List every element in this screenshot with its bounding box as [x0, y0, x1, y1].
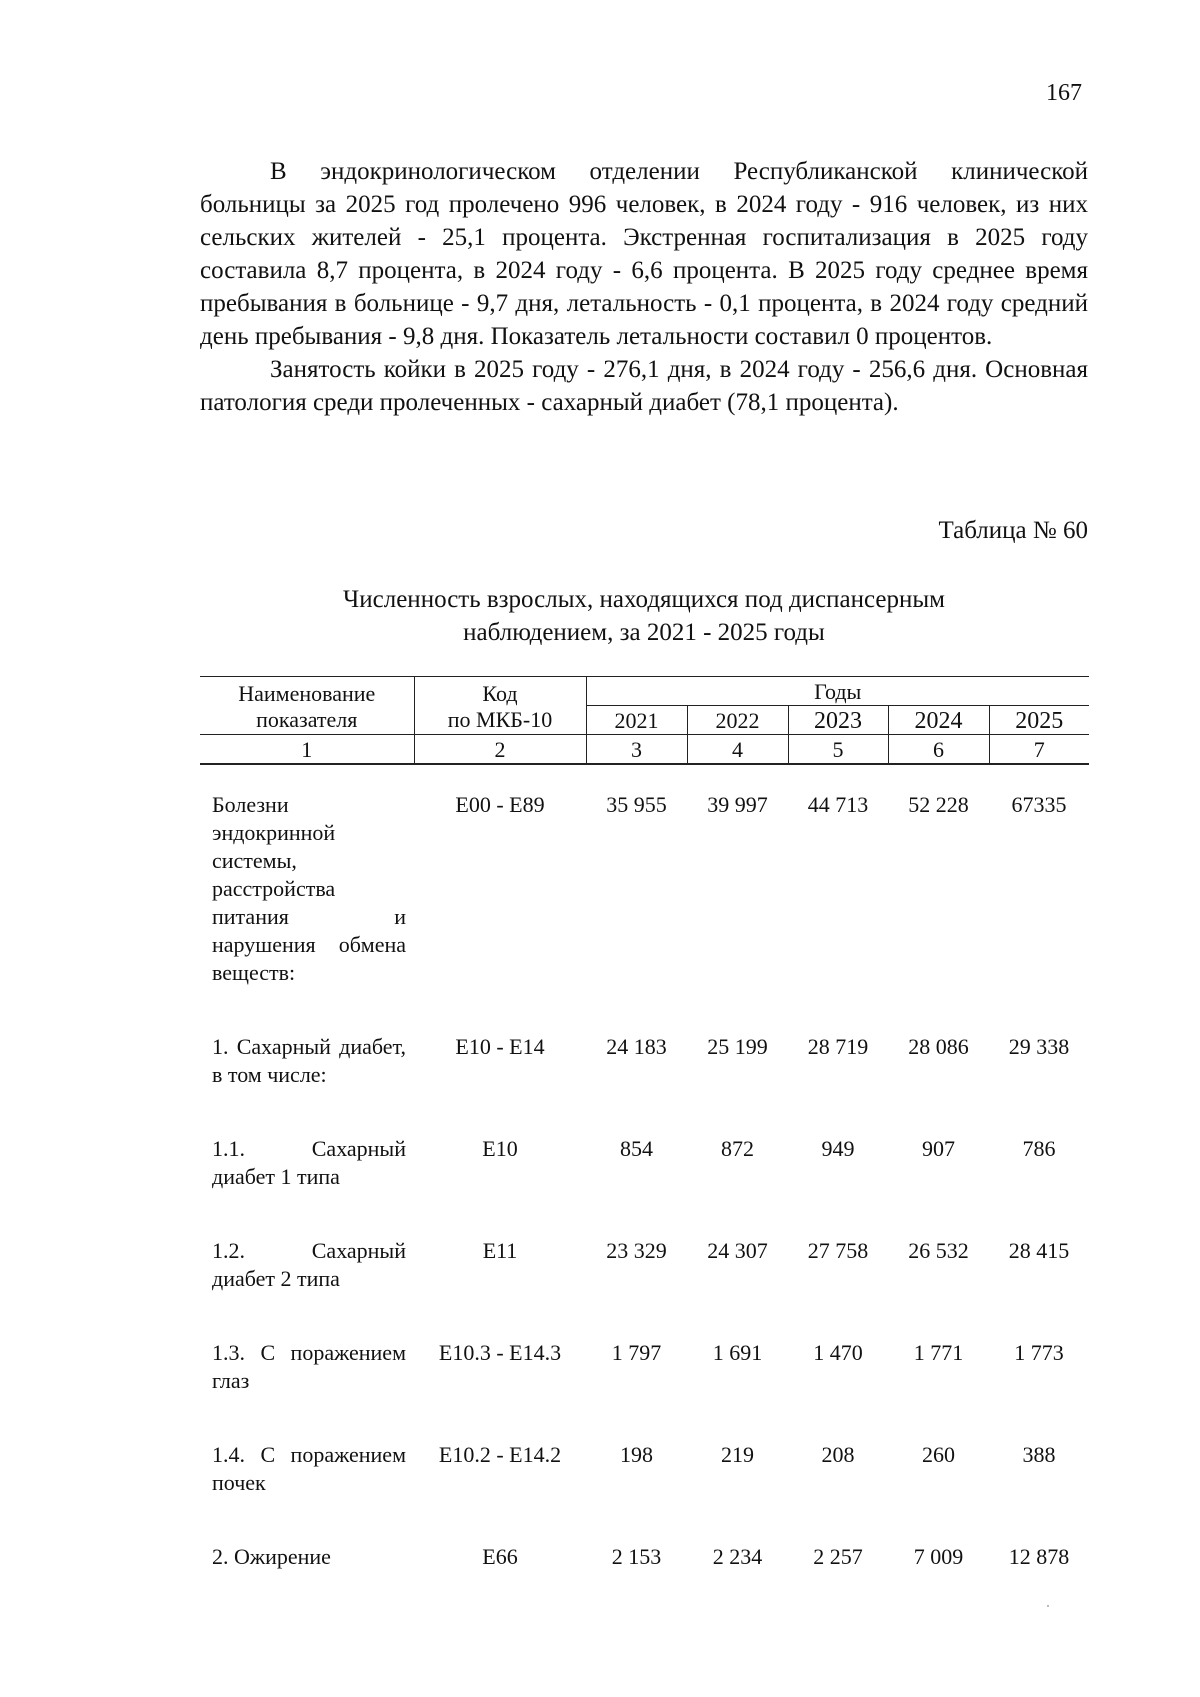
- row-name: 2. Ожирение: [212, 1544, 331, 1569]
- table-row: [200, 1315, 1089, 1417]
- row-value: 2 153: [611, 1544, 662, 1569]
- body-text: [200, 155, 1088, 419]
- row-value: 24 307: [707, 1238, 768, 1263]
- row-value: 29 338: [1008, 1034, 1070, 1059]
- table-header: [200, 677, 1089, 765]
- row-code: E10.2 - E14.2: [438, 1442, 562, 1467]
- table-row: [200, 1213, 1089, 1315]
- row-value: 388: [1022, 1442, 1056, 1467]
- paragraph-hospital-stats: В эндокринологическом отделении Республиканской клинической больницы за 2025 год пролечено 996 человек, в 2024 году - 916 человек, из них сельских жителей - 25,1 процента. Экстренная госпитализация в 2025 году составила 8,7 процента, в 2024 году - 6,6 процента. В 2025 году среднее время пребывания в больнице - 9,7 дня, летальность - 0,1 процента, в 2024 году средний день пребывания - 9,8 дня. Показатель летальности составил 0 процентов.: [200, 158, 1088, 350]
- table-title-line-1: Численность взрослых, находящихся под диспансерным: [343, 586, 945, 613]
- row-value: 7 009: [913, 1544, 964, 1569]
- column-number: 5: [788, 735, 888, 765]
- row-value: 260: [922, 1442, 955, 1467]
- header-year-2021: 2021: [586, 706, 687, 735]
- header-year-2024: 2024: [888, 706, 989, 735]
- column-number: 2: [414, 735, 586, 765]
- table-label: Таблица № 60: [938, 517, 1088, 544]
- row-value: 2 234: [712, 1544, 763, 1569]
- row-code: E66: [482, 1544, 518, 1569]
- header-code-line-2: по МКБ-10: [447, 706, 553, 732]
- column-number: 1: [200, 735, 414, 765]
- row-value: 198: [620, 1442, 653, 1467]
- row-name: 1. Сахарный диабет, в том числе:: [212, 1034, 406, 1087]
- row-value: 12 878: [1008, 1544, 1070, 1569]
- row-value: 23 329: [606, 1238, 667, 1263]
- table-title: [200, 583, 1088, 649]
- row-code: E10 - E14: [455, 1034, 545, 1059]
- row-value: 67335: [1011, 792, 1067, 817]
- table-row: [200, 1519, 1089, 1593]
- row-value: 39 997: [707, 792, 768, 817]
- header-code: [414, 677, 586, 735]
- row-value: 854: [620, 1136, 653, 1161]
- row-value: 26 532: [908, 1238, 969, 1263]
- header-year-2025: 2025: [989, 706, 1089, 735]
- row-value: 786: [1022, 1136, 1056, 1161]
- row-value: 907: [922, 1136, 955, 1161]
- row-value: 1 773: [1014, 1340, 1064, 1365]
- row-code: E00 - E89: [455, 792, 545, 817]
- header-code-line-1: Код: [482, 680, 518, 706]
- header-year-2022: 2022: [687, 706, 788, 735]
- row-value: 219: [721, 1442, 754, 1467]
- row-value: 949: [821, 1136, 855, 1161]
- table-row: [200, 1111, 1089, 1213]
- scan-speck: [1047, 1605, 1049, 1607]
- table-row: [200, 764, 1089, 1009]
- row-value: 24 183: [606, 1034, 667, 1059]
- table-row: [200, 1009, 1089, 1111]
- row-value: 1 470: [813, 1340, 863, 1365]
- row-value: 1 691: [712, 1340, 763, 1365]
- row-code: E11: [482, 1238, 518, 1263]
- row-value: 28 719: [807, 1034, 869, 1059]
- table-row: [200, 1417, 1089, 1519]
- row-value: 872: [721, 1136, 754, 1161]
- paragraph-bed-occupancy: Занятость койки в 2025 году - 276,1 дня, в 2024 году - 256,6 дня. Основная патология среди пролеченных - сахарный диабет (78,1 процента).: [200, 356, 1088, 416]
- column-number: 6: [888, 735, 989, 765]
- row-value: 28 086: [908, 1034, 969, 1059]
- row-value: 2 257: [813, 1544, 863, 1569]
- row-code: E10.3 - E14.3: [438, 1340, 562, 1365]
- header-name: [200, 677, 414, 735]
- header-year-2023: 2023: [788, 706, 888, 735]
- row-name: 1.1. Сахарный диабет 1 типа: [212, 1136, 406, 1189]
- dispensary-table: [200, 676, 1089, 1593]
- column-number: 3: [586, 735, 687, 765]
- row-code: E10: [482, 1136, 518, 1161]
- column-number: 7: [989, 735, 1089, 765]
- row-value: 35 955: [606, 792, 667, 817]
- row-value: 1 771: [913, 1340, 964, 1365]
- row-value: 44 713: [807, 792, 869, 817]
- row-name: 1.4. С поражением почек: [212, 1442, 406, 1495]
- header-name-line-2: показателя: [256, 706, 358, 732]
- row-value: 28 415: [1008, 1238, 1070, 1263]
- header-name-line-1: Наименование: [238, 680, 376, 706]
- column-number: 4: [687, 735, 788, 765]
- header-years-group: Годы: [586, 677, 1089, 706]
- row-value: 27 758: [807, 1238, 869, 1263]
- row-value: 1 797: [611, 1340, 662, 1365]
- row-name: Болезни эндокринной системы, расстройства питания и нарушения обмена веществ:: [212, 792, 406, 985]
- row-value: 208: [821, 1442, 855, 1467]
- row-value: 25 199: [707, 1034, 768, 1059]
- row-name: 1.2. Сахарный диабет 2 типа: [212, 1238, 406, 1291]
- table-body: [200, 764, 1089, 1593]
- row-value: 52 228: [908, 792, 969, 817]
- page-number: 167: [1046, 80, 1082, 106]
- table-title-line-2: наблюдением, за 2021 - 2025 годы: [463, 619, 825, 646]
- row-name: 1.3. С поражением глаз: [212, 1340, 406, 1393]
